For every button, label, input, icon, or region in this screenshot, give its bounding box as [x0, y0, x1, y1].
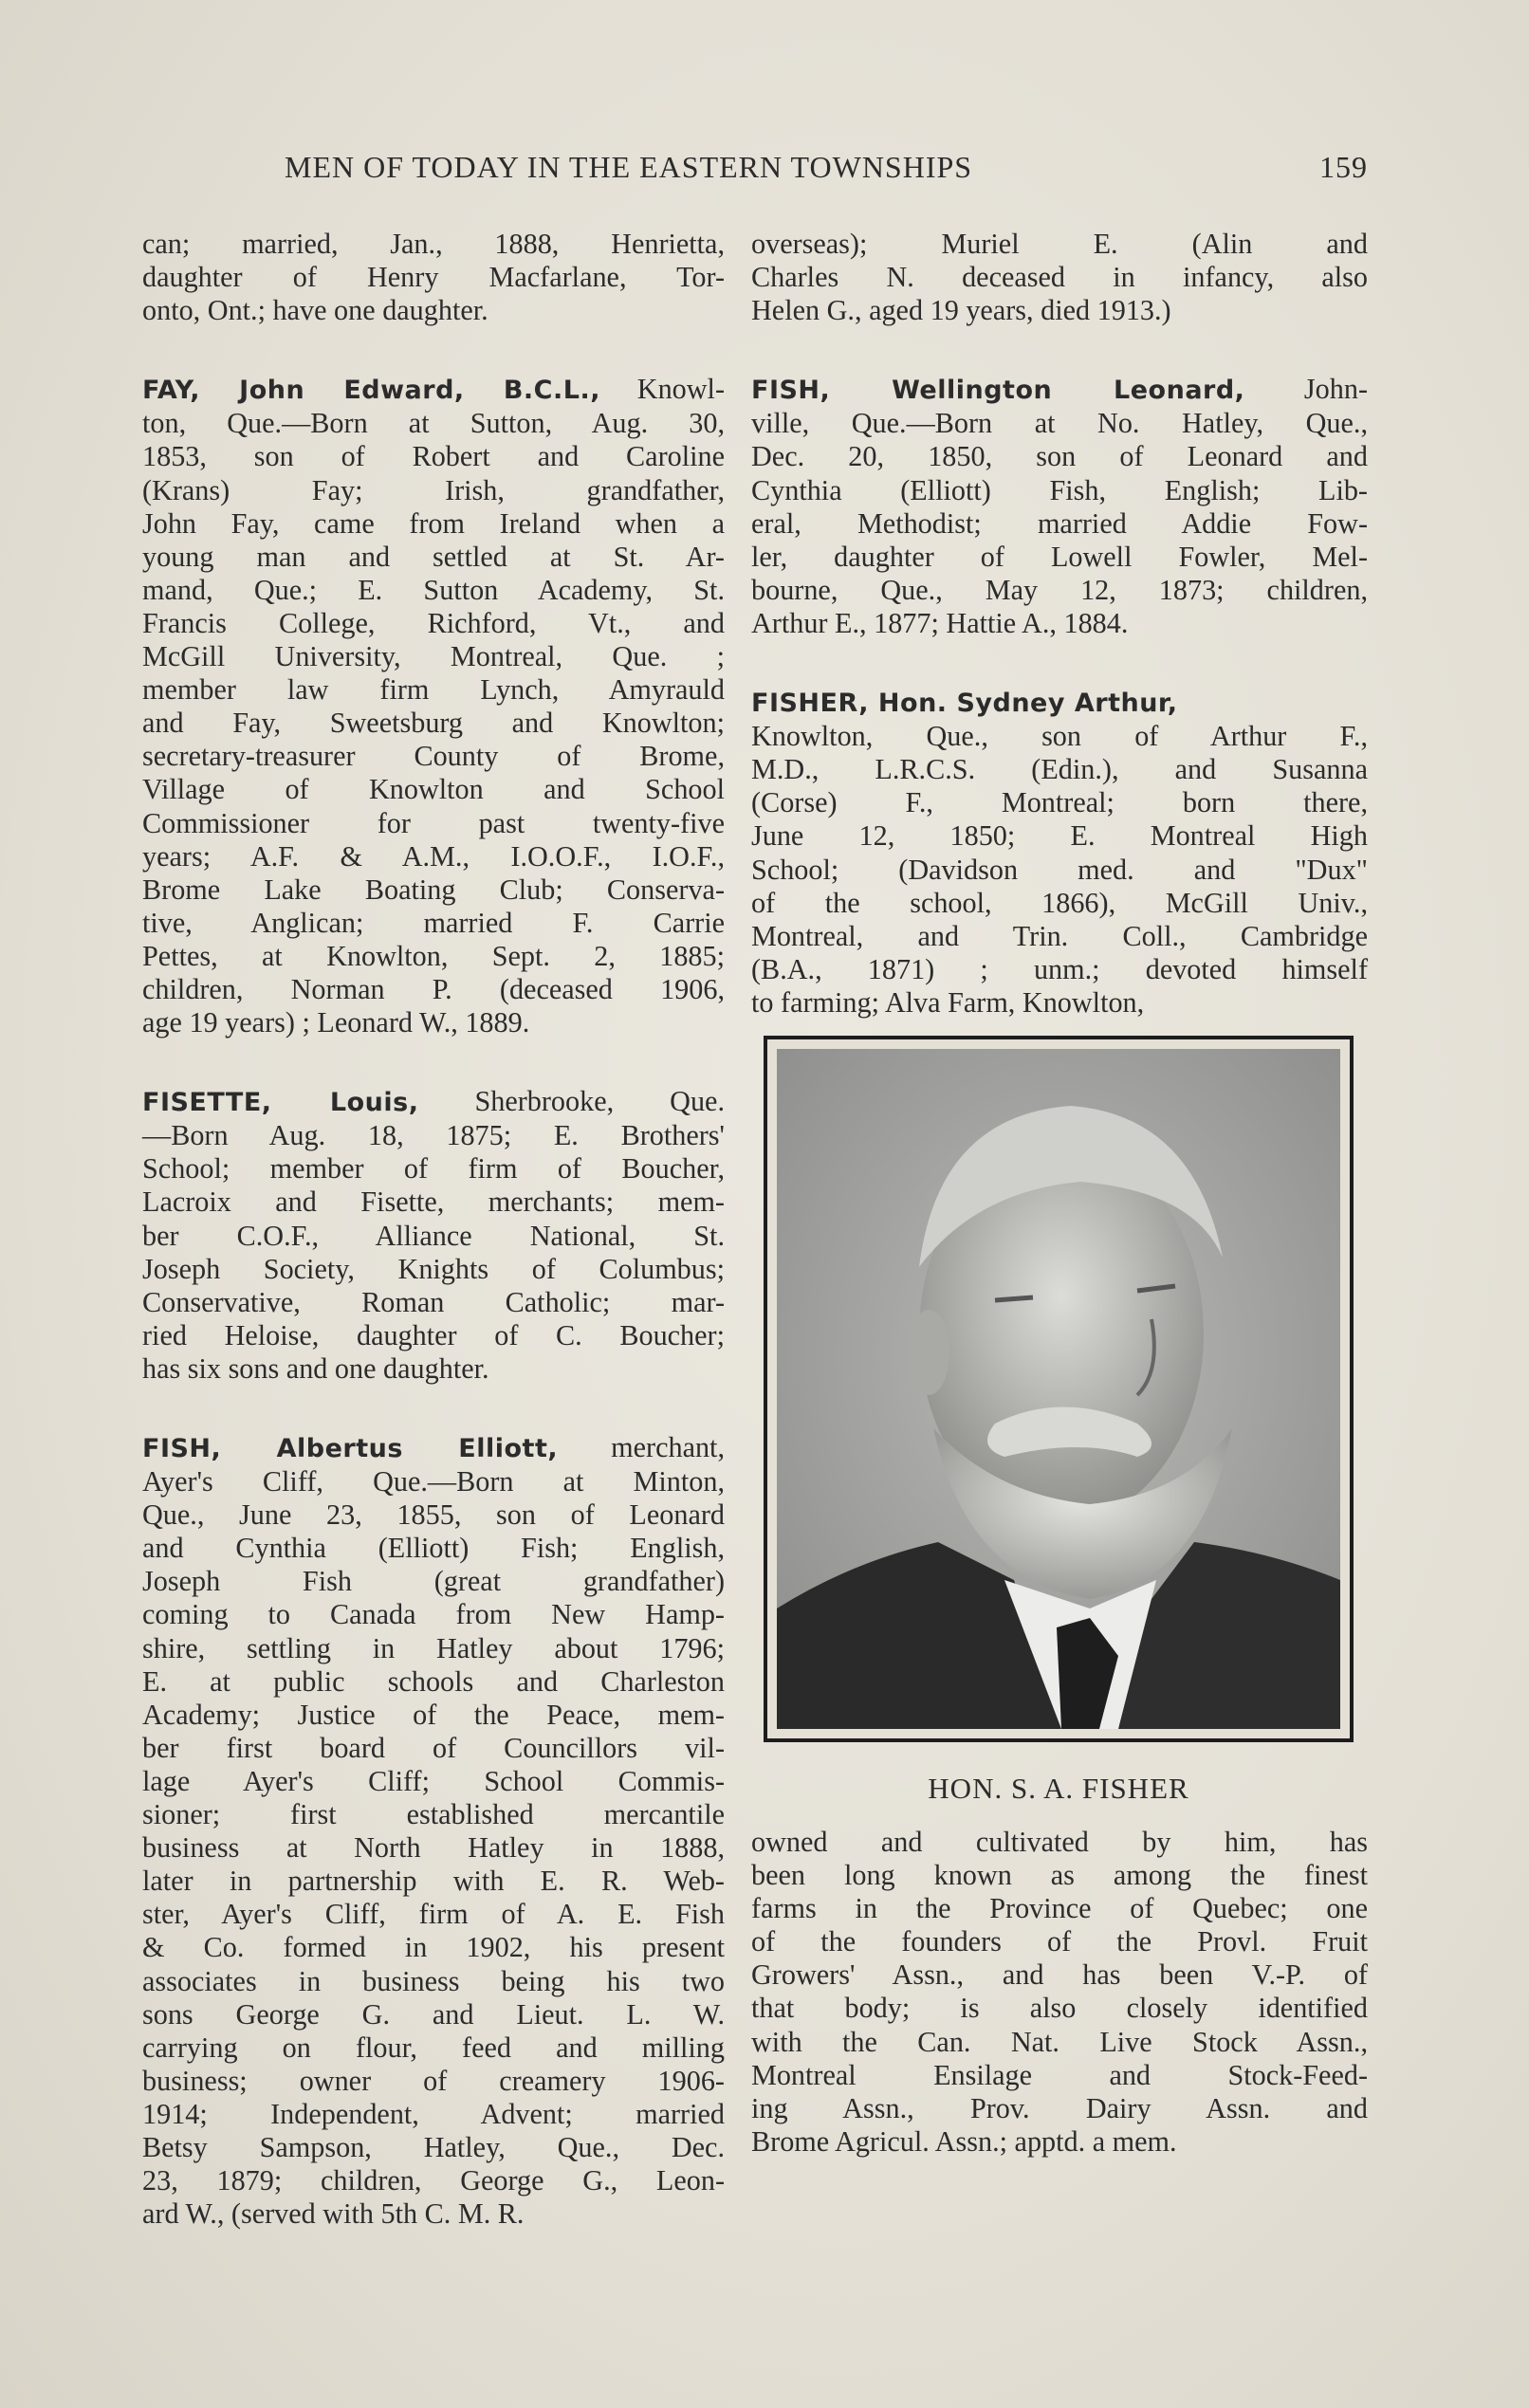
text-line: [142, 1085, 725, 1119]
text-line: owned and cultivated by him, has: [751, 1826, 1368, 1858]
text-line: overseas); Muriel E. (Alin and: [751, 228, 1368, 260]
text-line: Conservative, Roman Catholic; mar-: [142, 1285, 725, 1318]
text-line: ton, Que.—Born at Sutton, Aug. 30,: [142, 407, 725, 440]
text-line: (B.A., 1871) ; unm.; devoted himself: [751, 952, 1368, 985]
text-line: [142, 1431, 725, 1465]
running-head: [285, 142, 1368, 199]
text-line: of the founders of the Provl. Fruit: [751, 1925, 1368, 1958]
text-line: June 12, 1850; E. Montreal High: [751, 819, 1368, 853]
entry-paragraph: [142, 228, 725, 327]
text-line: (Corse) F., Montreal; born there,: [751, 786, 1368, 819]
text-line: mand, Que.; E. Sutton Academy, St.: [142, 573, 725, 606]
text-line: ard W., (served with 5th C. M. R.: [142, 2197, 525, 2231]
text-line: and Fay, Sweetsburg and Knowlton;: [142, 707, 725, 740]
text-line: of the school, 1866), McGill Univ.,: [751, 886, 1368, 919]
text-line: coming to Canada from New Hamp-: [142, 1598, 725, 1631]
text-line: Dec. 20, 1850, son of Leonard and: [751, 440, 1368, 473]
text-line: daughter of Henry Macfarlane, Tor-: [142, 261, 725, 294]
text-line: ster, Ayer's Cliff, firm of A. E. Fish: [142, 1898, 725, 1931]
text-line: Lacroix and Fisette, merchants; mem-: [142, 1186, 725, 1219]
text-line: Pettes, at Knowlton, Sept. 2, 1885;: [142, 939, 725, 972]
text-line: Commissioner for past twenty-five: [142, 806, 725, 839]
text-line: John Fay, came from Ireland when a: [142, 506, 725, 540]
text-line: secretary-treasurer County of Brome,: [142, 740, 725, 773]
text-line: bourne, Que., May 12, 1873; children,: [751, 573, 1368, 606]
text-line: children, Norman P. (deceased 1906,: [142, 972, 725, 1005]
text-line: Joseph Fish (great grandfather): [142, 1565, 725, 1598]
text-line: McGill University, Montreal, Que. ;: [142, 640, 725, 673]
entry-paragraph: [751, 228, 1368, 327]
text-line: M.D., L.R.C.S. (Edin.), and Susanna: [751, 753, 1368, 786]
text-line: E. at public schools and Charleston: [142, 1664, 725, 1698]
text-line: ville, Que.—Born at No. Hatley, Que.,: [751, 407, 1368, 440]
text-line: has six sons and one daughter.: [142, 1351, 489, 1385]
page-number: 159: [1319, 150, 1368, 184]
portrait-caption: HON. S. A. FISHER: [928, 1772, 1189, 1805]
text-line: Village of Knowlton and School: [142, 773, 725, 806]
text-line: Francis College, Richford, Vt., and: [142, 606, 725, 639]
text-line: 1914; Independent, Advent; married: [142, 2097, 725, 2130]
entry-name: FISETTE, Louis,: [142, 1088, 419, 1118]
text-line: associates in business being his two: [142, 1964, 725, 1997]
text-line: ried Heloise, daughter of C. Boucher;: [142, 1318, 725, 1351]
entry-paragraph: [751, 1826, 1368, 2159]
text-line: shire, settling in Hatley about 1796;: [142, 1631, 725, 1664]
entry-paragraph: [751, 686, 1368, 1020]
text-line: and Cynthia (Elliott) Fish; English,: [142, 1532, 725, 1565]
text-line: years; A.F. & A.M., I.O.O.F., I.O.F.,: [142, 839, 725, 873]
text-fragment: Sherbrooke, Que.: [418, 1085, 725, 1118]
text-line: member law firm Lynch, Amyrauld: [142, 673, 725, 707]
text-line: business; owner of creamery 1906-: [142, 2064, 725, 2097]
text-line: Arthur E., 1877; Hattie A., 1884.: [751, 606, 1129, 639]
text-line: [142, 373, 725, 407]
entry-paragraph: [751, 373, 1368, 640]
text-line: tive, Anglican; married F. Carrie: [142, 906, 725, 939]
text-line: sioner; first established mercantile: [142, 1798, 725, 1831]
text-line: later in partnership with E. R. Web-: [142, 1865, 725, 1898]
text-line: ing Assn., Prov. Dairy Assn. and: [751, 2091, 1368, 2124]
text-line: ler, daughter of Lowell Fowler, Mel-: [751, 540, 1368, 573]
text-line: Charles N. deceased in infancy, also: [751, 261, 1368, 294]
text-line: onto, Ont.; have one daughter.: [142, 294, 488, 327]
text-fragment: merchant,: [558, 1431, 725, 1463]
text-line: [751, 686, 1368, 720]
text-line: can; married, Jan., 1888, Henrietta,: [142, 228, 725, 260]
portrait-image: [777, 1049, 1340, 1729]
text-line: Academy; Justice of the Peace, mem-: [142, 1698, 725, 1731]
text-line: Betsy Sampson, Hatley, Que., Dec.: [142, 2130, 725, 2163]
text-line: Knowlton, Que., son of Arthur F.,: [751, 720, 1368, 753]
right-column: [751, 228, 1368, 1065]
right-column-continued: [751, 1826, 1368, 2204]
text-line: sons George G. and Lieut. L. W.: [142, 1997, 725, 2031]
text-line: lage Ayer's Cliff; School Commis-: [142, 1764, 725, 1797]
text-line: 1853, son of Robert and Caroline: [142, 440, 725, 473]
text-line: Montreal, and Trin. Coll., Cambridge: [751, 919, 1368, 952]
text-line: to farming; Alva Farm, Knowlton,: [751, 985, 1145, 1019]
text-line: Cynthia (Elliott) Fish, English; Lib-: [751, 473, 1368, 506]
text-line: Joseph Society, Knights of Columbus;: [142, 1252, 725, 1285]
text-line: & Co. formed in 1902, his present: [142, 1931, 725, 1964]
left-column: [142, 228, 725, 2276]
text-line: —Born Aug. 18, 1875; E. Brothers': [142, 1119, 725, 1152]
text-line: Helen G., aged 19 years, died 1913.): [751, 294, 1171, 327]
text-line: been long known as among the finest: [751, 1859, 1368, 1892]
text-line: carrying on flour, feed and milling: [142, 2031, 725, 2064]
text-line: with the Can. Nat. Live Stock Assn.,: [751, 2025, 1368, 2058]
text-line: young man and settled at St. Ar-: [142, 540, 725, 573]
text-line: business at North Hatley in 1888,: [142, 1831, 725, 1865]
text-line: [751, 373, 1368, 407]
entry-name: FISH, Wellington Leonard,: [751, 376, 1245, 406]
text-line: School; (Davidson med. and "Dux": [751, 853, 1368, 886]
text-line: Ayer's Cliff, Que.—Born at Minton,: [142, 1465, 725, 1498]
entry-paragraph: [142, 1085, 725, 1386]
text-line: Brome Lake Boating Club; Conserva-: [142, 873, 725, 906]
text-line: Growers' Assn., and has been V.-P. of: [751, 1958, 1368, 1992]
text-line: ber first board of Councillors vil-: [142, 1731, 725, 1764]
text-line: farms in the Province of Quebec; one: [751, 1892, 1368, 1925]
text-line: age 19 years) ; Leonard W., 1889.: [142, 1006, 530, 1039]
text-line: that body; is also closely identified: [751, 1992, 1368, 2025]
text-line: 23, 1879; children, George G., Leon-: [142, 2164, 725, 2197]
text-line: Montreal Ensilage and Stock-Feed-: [751, 2058, 1368, 2091]
running-head-title: MEN OF TODAY IN THE EASTERN TOWNSHIPS: [285, 150, 973, 184]
text-line: ber C.O.F., Alliance National, St.: [142, 1219, 725, 1252]
entry-paragraph: [142, 1431, 725, 2231]
text-fragment: Knowl-: [599, 373, 725, 406]
entry-paragraph: [142, 373, 725, 1039]
text-line: eral, Methodist; married Addie Fow-: [751, 506, 1368, 540]
text-line: Que., June 23, 1855, son of Leonard: [142, 1498, 725, 1532]
entry-name: FISH, Albertus Elliott,: [142, 1434, 559, 1463]
text-line: School; member of firm of Boucher,: [142, 1152, 725, 1186]
text-line: Brome Agricul. Assn.; apptd. a mem.: [751, 2124, 1177, 2158]
portrait-photo: [764, 1036, 1354, 1742]
text-fragment: John-: [1244, 373, 1368, 406]
text-line: (Krans) Fay; Irish, grandfather,: [142, 473, 725, 506]
entry-name: FISHER, Hon. Sydney Arthur,: [751, 689, 1178, 719]
entry-name: FAY, John Edward, B.C.L.,: [142, 376, 600, 406]
